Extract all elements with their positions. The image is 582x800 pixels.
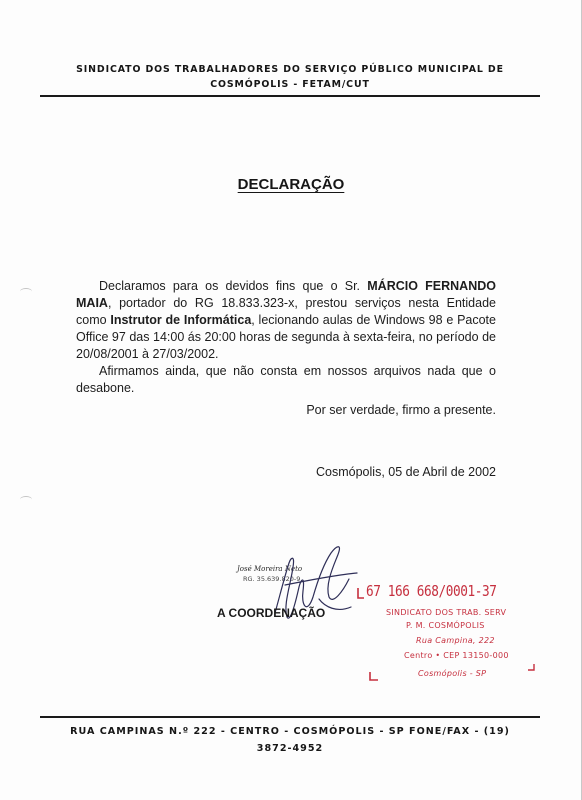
place-and-date: Cosmópolis, 05 de Abril de 2002	[316, 465, 496, 479]
margin-hole-mark	[20, 496, 32, 503]
institution-stamp	[352, 578, 552, 688]
stamp-line-3: Rua Campina, 222	[416, 636, 495, 645]
person-name: MÁRCIO FERNANDO MAIA	[76, 279, 496, 310]
paragraph-1-details: , lecionando aulas de Windows 98 e Pacote Office 97 das 14:00 ás 20:00 horas de segunda à sexta-feira, no período de 20/08/2001 à 27/03/2002.	[76, 313, 496, 361]
job-role: Instrutor de Informática	[110, 313, 252, 327]
footer-address	[40, 723, 540, 757]
stamp-cnpj: 67 166 668/0001-37	[366, 582, 497, 600]
footer-line-2: 3872-4952	[256, 743, 324, 754]
header-line-2: COSMÓPOLIS - FETAM/CUT	[210, 79, 370, 90]
coordination-label: A COORDENAÇÃO	[217, 606, 326, 620]
footer-rule	[40, 716, 540, 718]
document-title	[0, 176, 582, 193]
declaration-body	[76, 278, 496, 397]
signature-printed-name: José Moreira Neto	[237, 565, 303, 573]
header-line-1: SINDICATO DOS TRABALHADORES DO SERVIÇO PÚBLICO MUNICIPAL DE	[76, 64, 504, 75]
paragraph-1-rg: , portador do RG 18.833.323-x, prestou serviços nesta Entidade como	[76, 296, 496, 327]
closing-statement: Por ser verdade, firmo a presente.	[306, 403, 496, 417]
header-rule	[40, 95, 540, 97]
margin-hole-mark	[20, 288, 32, 295]
paragraph-1	[76, 278, 496, 363]
stamp-line-4: Centro • CEP 13150-000	[404, 651, 509, 660]
paragraph-1-intro: Declaramos para os devidos fins que o Sr.	[99, 279, 368, 293]
stamp-line-1: SINDICATO DOS TRAB. SERV	[386, 608, 507, 617]
document-title-text: DECLARAÇÃO	[237, 176, 345, 193]
stamp-line-5: Cosmópolis - SP	[418, 669, 487, 678]
footer-line-1: RUA CAMPINAS N.º 222 - CENTRO - COSMÓPOLIS - SP FONE/FAX - (19)	[70, 726, 510, 737]
paragraph-2: Afirmamos ainda, que não consta em nossos arquivos nada que o desabone.	[76, 364, 496, 395]
stamp-line-2: P. M. COSMÓPOLIS	[406, 621, 485, 630]
signature-rg: RG. 35.639.820-9	[243, 575, 301, 583]
